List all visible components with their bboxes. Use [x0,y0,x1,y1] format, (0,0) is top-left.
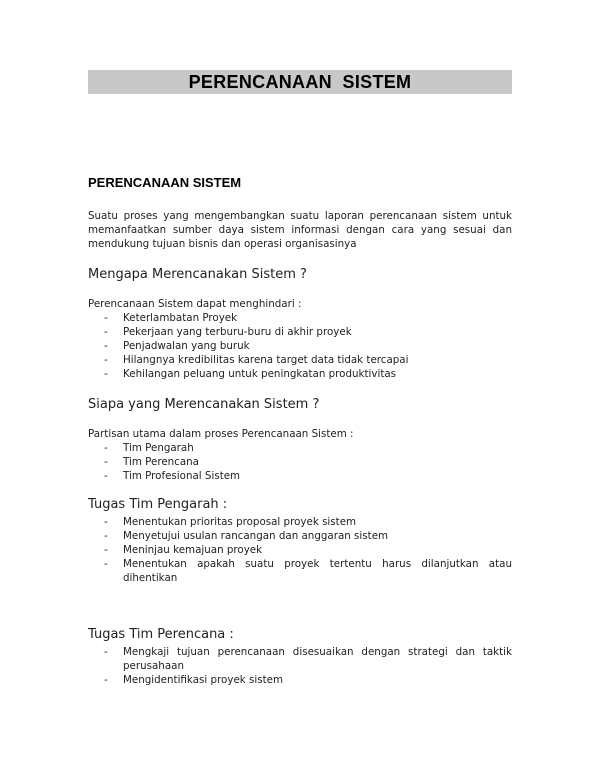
list-item: - Pekerjaan yang terburu-buru di akhir proyek [88,325,512,339]
why-section [88,267,512,381]
list-item: - Tim Pengarah [88,441,512,455]
list-item: - Tim Perencana [88,455,512,469]
steering-list [88,515,512,585]
why-lead: Perencanaan Sistem dapat menghindari : [88,298,302,310]
page-title: PERENCANAAN SISTEM [188,71,412,92]
why-heading: Mengapa Merencanakan Sistem ? [88,267,307,282]
planning-list [88,645,512,687]
planning-section [88,627,512,687]
why-list [88,311,512,381]
intro-paragraph: Suatu proses yang mengembangkan suatu laporan perencanaan sistem untuk memanfaatkan sumber daya sistem informasi dengan cara yang sesuai dan mendukung tujuan bisnis dan operasi organisasinya [88,210,512,250]
who-heading: Siapa yang Merencanakan Sistem ? [88,397,320,412]
who-section [88,397,512,483]
steering-section [88,497,512,585]
list-item: - Mengidentifikasi proyek sistem [88,673,512,687]
list-item: - Menentukan prioritas proposal proyek sistem [88,515,512,529]
title-banner [88,70,512,94]
list-item: - Menentukan apakah suatu proyek tertentu harus dilanjutkan atau dihentikan [88,557,512,585]
steering-heading: Tugas Tim Pengarah : [88,497,228,512]
list-item: - Meninjau kemajuan proyek [88,543,512,557]
document-body [88,175,512,687]
planning-heading: Tugas Tim Perencana : [88,627,234,642]
list-item: - Tim Profesional Sistem [88,469,512,483]
list-item: - Penjadwalan yang buruk [88,339,512,353]
list-item: - Kehilangan peluang untuk peningkatan produktivitas [88,367,512,381]
list-item: - Hilangnya kredibilitas karena target data tidak tercapai [88,353,512,367]
who-list [88,441,512,483]
who-lead: Partisan utama dalam proses Perencanaan Sistem : [88,428,354,440]
section-title: PERENCANAAN SISTEM [88,175,242,190]
list-item: - Menyetujui usulan rancangan dan anggaran sistem [88,529,512,543]
list-item: - Keterlambatan Proyek [88,311,512,325]
list-item: - Mengkaji tujuan perencanaan disesuaikan dengan strategi dan taktik perusahaan [88,645,512,673]
